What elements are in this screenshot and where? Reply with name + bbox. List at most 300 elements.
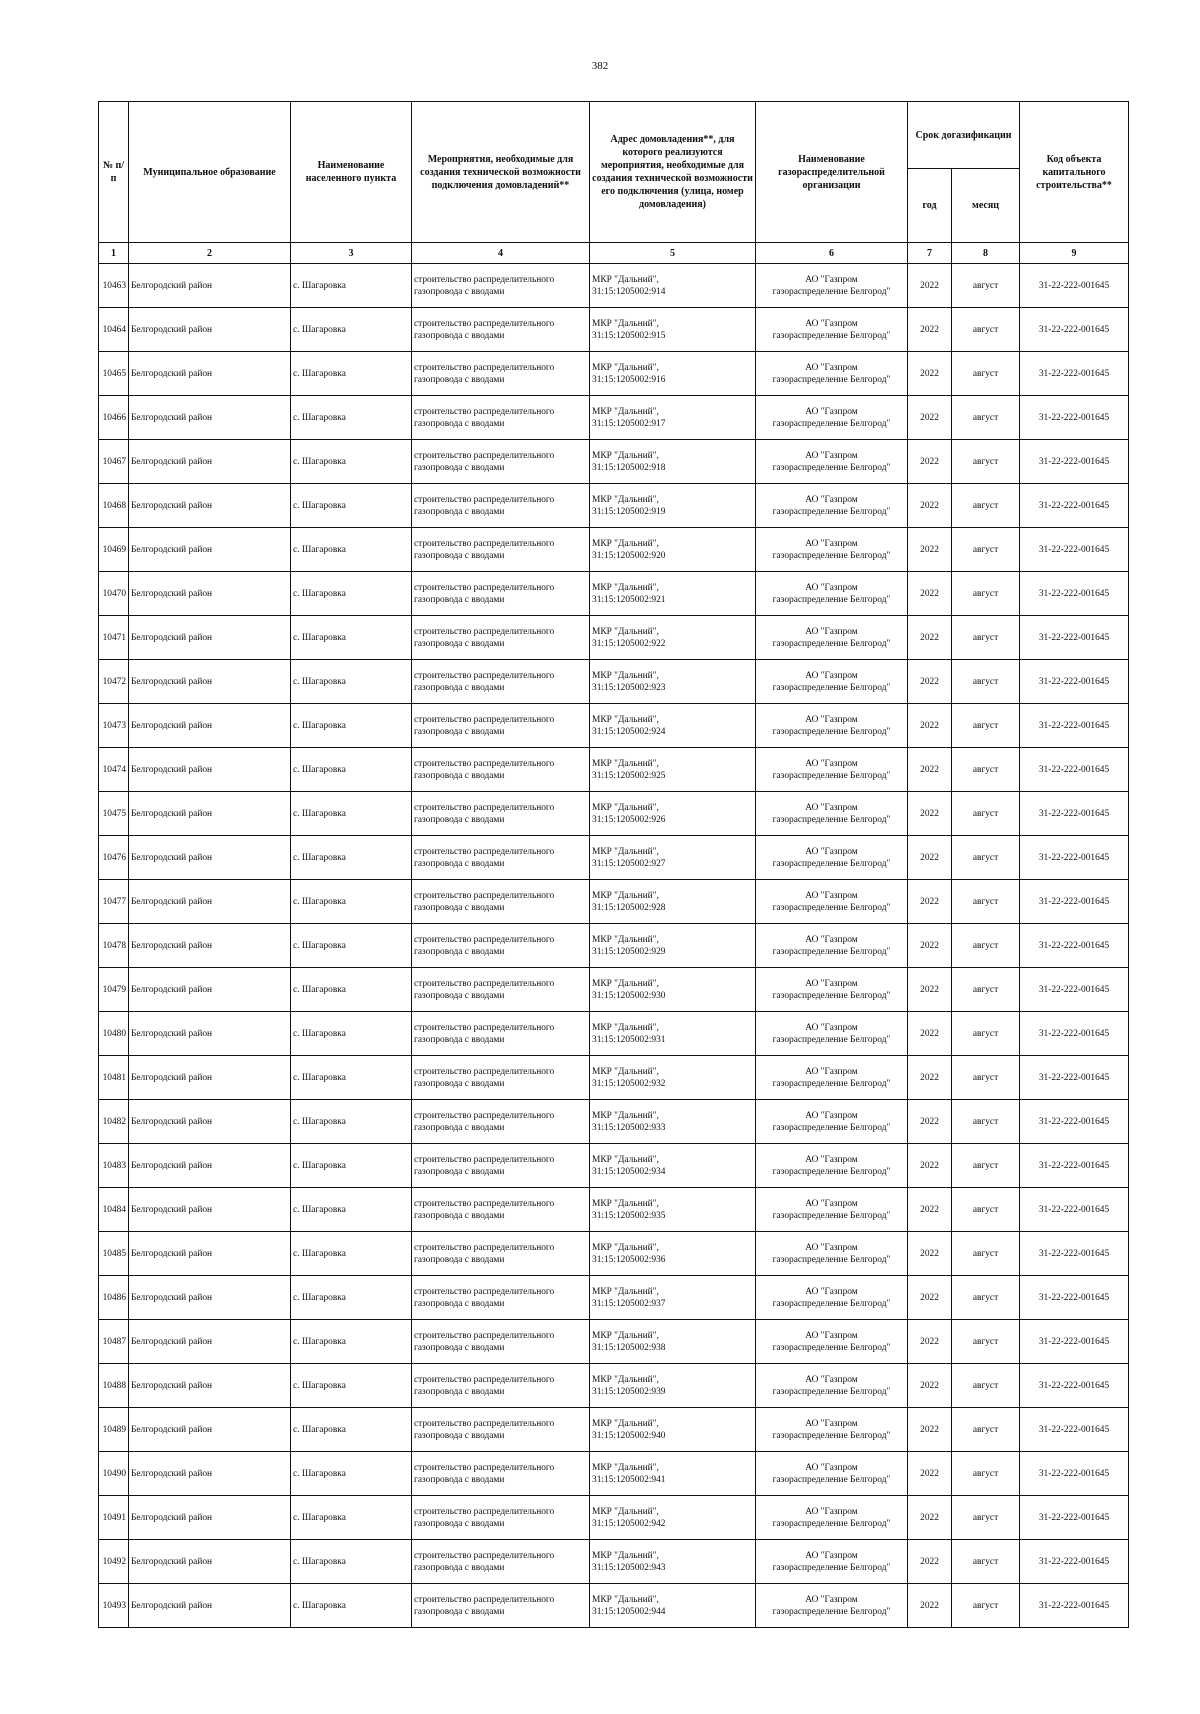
- organization-line-1: АО "Газпром: [805, 1022, 858, 1033]
- measures-line-1: строительство распределительного: [414, 802, 555, 813]
- organization-cell: [756, 440, 908, 484]
- measures-cell: [412, 440, 590, 484]
- organization-line-1: АО "Газпром: [805, 1374, 858, 1385]
- table-row: [99, 1056, 1129, 1100]
- municipality-cell: Белгородский район: [129, 968, 291, 1012]
- measures-cell: [412, 1232, 590, 1276]
- settlement-cell: с. Шагаровка: [291, 1144, 412, 1188]
- organization-line-1: АО "Газпром: [805, 538, 858, 549]
- measures-cell: [412, 308, 590, 352]
- address-line-1: МКР "Дальний",: [592, 1022, 659, 1033]
- row-number: 10491: [99, 1496, 129, 1540]
- month-cell: август: [952, 748, 1020, 792]
- measures-cell: [412, 1188, 590, 1232]
- row-number: 10484: [99, 1188, 129, 1232]
- organization-line-2: газораспределение Белгород": [772, 1034, 891, 1045]
- measures-line-2: газопровода с вводами: [414, 594, 505, 605]
- address-line-2: 31:15:1205002:915: [592, 330, 666, 341]
- measures-line-1: строительство распределительного: [414, 890, 555, 901]
- address-line-1: МКР "Дальний",: [592, 1110, 659, 1121]
- year-cell: 2022: [908, 792, 952, 836]
- address-line-2: 31:15:1205002:937: [592, 1298, 666, 1309]
- month-cell: август: [952, 440, 1020, 484]
- settlement-cell: с. Шагаровка: [291, 396, 412, 440]
- municipality-cell: Белгородский район: [129, 748, 291, 792]
- address-cell: [590, 1144, 756, 1188]
- year-cell: 2022: [908, 308, 952, 352]
- address-line-2: 31:15:1205002:930: [592, 990, 666, 1001]
- year-cell: 2022: [908, 1584, 952, 1628]
- settlement-cell: с. Шагаровка: [291, 1408, 412, 1452]
- measures-line-2: газопровода с вводами: [414, 1210, 505, 1221]
- organization-line-1: АО "Газпром: [805, 802, 858, 813]
- address-line-2: 31:15:1205002:925: [592, 770, 666, 781]
- organization-line-1: АО "Газпром: [805, 362, 858, 373]
- measures-line-1: строительство распределительного: [414, 1154, 555, 1165]
- organization-line-1: АО "Газпром: [805, 714, 858, 725]
- settlement-cell: с. Шагаровка: [291, 1012, 412, 1056]
- month-cell: август: [952, 836, 1020, 880]
- header-address: Адрес домовладения**, для которого реализуются мероприятия, необходимые для создания технической возможности его подключения (улица, номер домовладения): [590, 102, 756, 243]
- table-row: [99, 440, 1129, 484]
- address-line-1: МКР "Дальний",: [592, 1066, 659, 1077]
- organization-line-1: АО "Газпром: [805, 494, 858, 505]
- address-line-1: МКР "Дальний",: [592, 1506, 659, 1517]
- address-line-2: 31:15:1205002:916: [592, 374, 666, 385]
- address-line-1: МКР "Дальний",: [592, 1374, 659, 1385]
- organization-line-2: газораспределение Белгород": [772, 858, 891, 869]
- settlement-cell: с. Шагаровка: [291, 968, 412, 1012]
- address-line-1: МКР "Дальний",: [592, 362, 659, 373]
- table-row: [99, 1100, 1129, 1144]
- address-cell: [590, 1584, 756, 1628]
- address-line-2: 31:15:1205002:938: [592, 1342, 666, 1353]
- municipality-cell: Белгородский район: [129, 1584, 291, 1628]
- month-cell: август: [952, 1540, 1020, 1584]
- measures-line-1: строительство распределительного: [414, 670, 555, 681]
- measures-cell: [412, 792, 590, 836]
- measures-line-2: газопровода с вводами: [414, 990, 505, 1001]
- measures-cell: [412, 1540, 590, 1584]
- object-code-cell: 31-22-222-001645: [1020, 1320, 1129, 1364]
- address-cell: [590, 352, 756, 396]
- organization-line-2: газораспределение Белгород": [772, 462, 891, 473]
- table-row: [99, 308, 1129, 352]
- organization-line-2: газораспределение Белгород": [772, 946, 891, 957]
- year-cell: 2022: [908, 968, 952, 1012]
- organization-cell: [756, 1012, 908, 1056]
- month-cell: август: [952, 1408, 1020, 1452]
- address-line-2: 31:15:1205002:931: [592, 1034, 666, 1045]
- address-cell: [590, 1232, 756, 1276]
- object-code-cell: 31-22-222-001645: [1020, 572, 1129, 616]
- settlement-cell: с. Шагаровка: [291, 660, 412, 704]
- measures-line-1: строительство распределительного: [414, 494, 555, 505]
- organization-cell: [756, 792, 908, 836]
- table-row: [99, 880, 1129, 924]
- measures-cell: [412, 1584, 590, 1628]
- organization-cell: [756, 1584, 908, 1628]
- organization-line-1: АО "Газпром: [805, 626, 858, 637]
- municipality-cell: Белгородский район: [129, 1320, 291, 1364]
- row-number: 10475: [99, 792, 129, 836]
- object-code-cell: 31-22-222-001645: [1020, 968, 1129, 1012]
- organization-line-2: газораспределение Белгород": [772, 374, 891, 385]
- table-row: [99, 660, 1129, 704]
- organization-line-2: газораспределение Белгород": [772, 1254, 891, 1265]
- row-number: 10488: [99, 1364, 129, 1408]
- organization-cell: [756, 1188, 908, 1232]
- row-number: 10466: [99, 396, 129, 440]
- table-row: [99, 748, 1129, 792]
- address-cell: [590, 836, 756, 880]
- measures-line-2: газопровода с вводами: [414, 418, 505, 429]
- municipality-cell: Белгородский район: [129, 484, 291, 528]
- settlement-cell: с. Шагаровка: [291, 616, 412, 660]
- object-code-cell: 31-22-222-001645: [1020, 1188, 1129, 1232]
- address-line-1: МКР "Дальний",: [592, 1550, 659, 1561]
- measures-line-2: газопровода с вводами: [414, 1298, 505, 1309]
- row-number: 10490: [99, 1452, 129, 1496]
- address-cell: [590, 572, 756, 616]
- row-number: 10481: [99, 1056, 129, 1100]
- municipality-cell: Белгородский район: [129, 1056, 291, 1100]
- table-row: [99, 572, 1129, 616]
- address-line-2: 31:15:1205002:926: [592, 814, 666, 825]
- measures-line-1: строительство распределительного: [414, 1022, 555, 1033]
- organization-cell: [756, 1408, 908, 1452]
- table-row: [99, 1012, 1129, 1056]
- month-cell: август: [952, 1452, 1020, 1496]
- address-line-2: 31:15:1205002:918: [592, 462, 666, 473]
- settlement-cell: с. Шагаровка: [291, 704, 412, 748]
- column-number: 5: [590, 243, 756, 264]
- address-line-1: МКР "Дальний",: [592, 1330, 659, 1341]
- address-line-2: 31:15:1205002:932: [592, 1078, 666, 1089]
- organization-cell: [756, 1320, 908, 1364]
- municipality-cell: Белгородский район: [129, 1188, 291, 1232]
- measures-line-1: строительство распределительного: [414, 1330, 555, 1341]
- row-number: 10483: [99, 1144, 129, 1188]
- year-cell: 2022: [908, 836, 952, 880]
- measures-cell: [412, 1056, 590, 1100]
- settlement-cell: с. Шагаровка: [291, 572, 412, 616]
- settlement-cell: с. Шагаровка: [291, 748, 412, 792]
- organization-line-1: АО "Газпром: [805, 1198, 858, 1209]
- municipality-cell: Белгородский район: [129, 308, 291, 352]
- address-line-2: 31:15:1205002:920: [592, 550, 666, 561]
- table-row: [99, 792, 1129, 836]
- object-code-cell: 31-22-222-001645: [1020, 836, 1129, 880]
- municipality-cell: Белгородский район: [129, 1540, 291, 1584]
- address-cell: [590, 1100, 756, 1144]
- organization-cell: [756, 1496, 908, 1540]
- settlement-cell: с. Шагаровка: [291, 1232, 412, 1276]
- table-row: [99, 1144, 1129, 1188]
- municipality-cell: Белгородский район: [129, 1452, 291, 1496]
- organization-cell: [756, 572, 908, 616]
- row-number: 10476: [99, 836, 129, 880]
- address-cell: [590, 396, 756, 440]
- measures-line-1: строительство распределительного: [414, 1550, 555, 1561]
- address-cell: [590, 1452, 756, 1496]
- address-line-1: МКР "Дальний",: [592, 1594, 659, 1605]
- measures-line-1: строительство распределительного: [414, 362, 555, 373]
- month-cell: август: [952, 1100, 1020, 1144]
- organization-line-2: газораспределение Белгород": [772, 726, 891, 737]
- address-line-1: МКР "Дальний",: [592, 802, 659, 813]
- settlement-cell: с. Шагаровка: [291, 880, 412, 924]
- measures-line-2: газопровода с вводами: [414, 330, 505, 341]
- organization-cell: [756, 1452, 908, 1496]
- table-row: [99, 1276, 1129, 1320]
- organization-cell: [756, 836, 908, 880]
- measures-line-2: газопровода с вводами: [414, 374, 505, 385]
- organization-line-1: АО "Газпром: [805, 758, 858, 769]
- year-cell: 2022: [908, 1408, 952, 1452]
- object-code-cell: 31-22-222-001645: [1020, 1452, 1129, 1496]
- address-line-1: МКР "Дальний",: [592, 450, 659, 461]
- address-line-1: МКР "Дальний",: [592, 1198, 659, 1209]
- table-row: [99, 484, 1129, 528]
- month-cell: август: [952, 352, 1020, 396]
- measures-line-1: строительство распределительного: [414, 1286, 555, 1297]
- address-line-2: 31:15:1205002:917: [592, 418, 666, 429]
- address-line-1: МКР "Дальний",: [592, 890, 659, 901]
- address-line-2: 31:15:1205002:914: [592, 286, 666, 297]
- organization-line-1: АО "Газпром: [805, 670, 858, 681]
- address-line-2: 31:15:1205002:923: [592, 682, 666, 693]
- settlement-cell: с. Шагаровка: [291, 1540, 412, 1584]
- organization-line-2: газораспределение Белгород": [772, 550, 891, 561]
- measures-line-2: газопровода с вводами: [414, 1430, 505, 1441]
- month-cell: август: [952, 484, 1020, 528]
- measures-line-2: газопровода с вводами: [414, 550, 505, 561]
- measures-line-1: строительство распределительного: [414, 318, 555, 329]
- address-cell: [590, 880, 756, 924]
- address-line-2: 31:15:1205002:943: [592, 1562, 666, 1573]
- municipality-cell: Белгородский район: [129, 1144, 291, 1188]
- year-cell: 2022: [908, 1100, 952, 1144]
- row-number: 10463: [99, 264, 129, 308]
- organization-line-2: газораспределение Белгород": [772, 286, 891, 297]
- measures-line-1: строительство распределительного: [414, 1462, 555, 1473]
- year-cell: 2022: [908, 1012, 952, 1056]
- row-number: 10468: [99, 484, 129, 528]
- organization-line-1: АО "Газпром: [805, 978, 858, 989]
- month-cell: август: [952, 1496, 1020, 1540]
- year-cell: 2022: [908, 440, 952, 484]
- organization-line-1: АО "Газпром: [805, 406, 858, 417]
- year-cell: 2022: [908, 1188, 952, 1232]
- settlement-cell: с. Шагаровка: [291, 308, 412, 352]
- table-header-row: [99, 102, 1129, 169]
- measures-line-2: газопровода с вводами: [414, 1562, 505, 1573]
- organization-cell: [756, 484, 908, 528]
- organization-cell: [756, 968, 908, 1012]
- municipality-cell: Белгородский район: [129, 1100, 291, 1144]
- measures-line-1: строительство распределительного: [414, 538, 555, 549]
- measures-line-2: газопровода с вводами: [414, 902, 505, 913]
- measures-cell: [412, 1408, 590, 1452]
- measures-cell: [412, 924, 590, 968]
- measures-cell: [412, 704, 590, 748]
- organization-line-2: газораспределение Белгород": [772, 990, 891, 1001]
- table-row: [99, 968, 1129, 1012]
- municipality-cell: Белгородский район: [129, 1232, 291, 1276]
- organization-cell: [756, 1540, 908, 1584]
- address-line-2: 31:15:1205002:927: [592, 858, 666, 869]
- measures-line-1: строительство распределительного: [414, 934, 555, 945]
- object-code-cell: 31-22-222-001645: [1020, 1540, 1129, 1584]
- address-line-2: 31:15:1205002:929: [592, 946, 666, 957]
- address-line-2: 31:15:1205002:933: [592, 1122, 666, 1133]
- object-code-cell: 31-22-222-001645: [1020, 1232, 1129, 1276]
- measures-line-2: газопровода с вводами: [414, 814, 505, 825]
- address-line-2: 31:15:1205002:944: [592, 1606, 666, 1617]
- address-line-2: 31:15:1205002:936: [592, 1254, 666, 1265]
- municipality-cell: Белгородский район: [129, 792, 291, 836]
- municipality-cell: Белгородский район: [129, 396, 291, 440]
- organization-cell: [756, 1100, 908, 1144]
- address-line-2: 31:15:1205002:935: [592, 1210, 666, 1221]
- municipality-cell: Белгородский район: [129, 528, 291, 572]
- organization-cell: [756, 528, 908, 572]
- address-cell: [590, 264, 756, 308]
- measures-line-2: газопровода с вводами: [414, 682, 505, 693]
- object-code-cell: 31-22-222-001645: [1020, 1276, 1129, 1320]
- organization-line-2: газораспределение Белгород": [772, 1474, 891, 1485]
- address-cell: [590, 616, 756, 660]
- measures-line-2: газопровода с вводами: [414, 286, 505, 297]
- address-cell: [590, 440, 756, 484]
- measures-cell: [412, 968, 590, 1012]
- organization-line-1: АО "Газпром: [805, 1242, 858, 1253]
- month-cell: август: [952, 704, 1020, 748]
- measures-line-2: газопровода с вводами: [414, 1518, 505, 1529]
- row-number: 10493: [99, 1584, 129, 1628]
- address-cell: [590, 924, 756, 968]
- settlement-cell: с. Шагаровка: [291, 1276, 412, 1320]
- measures-line-1: строительство распределительного: [414, 758, 555, 769]
- address-cell: [590, 1364, 756, 1408]
- measures-line-1: строительство распределительного: [414, 714, 555, 725]
- organization-cell: [756, 1144, 908, 1188]
- measures-line-1: строительство распределительного: [414, 1418, 555, 1429]
- year-cell: 2022: [908, 572, 952, 616]
- year-cell: 2022: [908, 352, 952, 396]
- organization-cell: [756, 396, 908, 440]
- settlement-cell: с. Шагаровка: [291, 484, 412, 528]
- measures-line-2: газопровода с вводами: [414, 858, 505, 869]
- column-number: 4: [412, 243, 590, 264]
- column-number: 8: [952, 243, 1020, 264]
- organization-line-2: газораспределение Белгород": [772, 770, 891, 781]
- measures-line-2: газопровода с вводами: [414, 726, 505, 737]
- measures-line-1: строительство распределительного: [414, 1066, 555, 1077]
- row-number: 10479: [99, 968, 129, 1012]
- address-line-2: 31:15:1205002:941: [592, 1474, 666, 1485]
- organization-cell: [756, 704, 908, 748]
- organization-cell: [756, 264, 908, 308]
- organization-line-2: газораспределение Белгород": [772, 1430, 891, 1441]
- table-row: [99, 1540, 1129, 1584]
- address-line-1: МКР "Дальний",: [592, 978, 659, 989]
- settlement-cell: с. Шагаровка: [291, 1584, 412, 1628]
- row-number: 10469: [99, 528, 129, 572]
- address-cell: [590, 1496, 756, 1540]
- municipality-cell: Белгородский район: [129, 924, 291, 968]
- column-number: 9: [1020, 243, 1129, 264]
- year-cell: 2022: [908, 704, 952, 748]
- address-line-1: МКР "Дальний",: [592, 714, 659, 725]
- month-cell: август: [952, 924, 1020, 968]
- organization-cell: [756, 616, 908, 660]
- month-cell: август: [952, 1584, 1020, 1628]
- row-number: 10467: [99, 440, 129, 484]
- measures-cell: [412, 616, 590, 660]
- address-line-1: МКР "Дальний",: [592, 494, 659, 505]
- address-line-1: МКР "Дальний",: [592, 846, 659, 857]
- table-row: [99, 396, 1129, 440]
- organization-line-2: газораспределение Белгород": [772, 330, 891, 341]
- row-number: 10480: [99, 1012, 129, 1056]
- row-number: 10477: [99, 880, 129, 924]
- year-cell: 2022: [908, 484, 952, 528]
- address-cell: [590, 1408, 756, 1452]
- row-number: 10470: [99, 572, 129, 616]
- municipality-cell: Белгородский район: [129, 616, 291, 660]
- month-cell: август: [952, 1144, 1020, 1188]
- year-cell: 2022: [908, 1364, 952, 1408]
- table-row: [99, 704, 1129, 748]
- month-cell: август: [952, 1232, 1020, 1276]
- organization-cell: [756, 660, 908, 704]
- row-number: 10486: [99, 1276, 129, 1320]
- table-row: [99, 1496, 1129, 1540]
- address-line-2: 31:15:1205002:940: [592, 1430, 666, 1441]
- column-number-row: [99, 243, 1129, 264]
- table-row: [99, 1364, 1129, 1408]
- address-line-2: 31:15:1205002:942: [592, 1518, 666, 1529]
- measures-line-2: газопровода с вводами: [414, 1166, 505, 1177]
- measures-line-1: строительство распределительного: [414, 1374, 555, 1385]
- measures-line-1: строительство распределительного: [414, 274, 555, 285]
- address-cell: [590, 1012, 756, 1056]
- row-number: 10485: [99, 1232, 129, 1276]
- organization-line-1: АО "Газпром: [805, 582, 858, 593]
- measures-cell: [412, 1364, 590, 1408]
- month-cell: август: [952, 968, 1020, 1012]
- table-row: [99, 1188, 1129, 1232]
- column-number: 3: [291, 243, 412, 264]
- address-cell: [590, 484, 756, 528]
- table-body: [99, 264, 1129, 1628]
- municipality-cell: Белгородский район: [129, 704, 291, 748]
- address-cell: [590, 704, 756, 748]
- row-number: 10474: [99, 748, 129, 792]
- municipality-cell: Белгородский район: [129, 264, 291, 308]
- address-line-2: 31:15:1205002:928: [592, 902, 666, 913]
- month-cell: август: [952, 1320, 1020, 1364]
- measures-line-1: строительство распределительного: [414, 582, 555, 593]
- measures-cell: [412, 396, 590, 440]
- object-code-cell: 31-22-222-001645: [1020, 1496, 1129, 1540]
- organization-line-1: АО "Газпром: [805, 450, 858, 461]
- year-cell: 2022: [908, 1496, 952, 1540]
- year-cell: 2022: [908, 748, 952, 792]
- address-cell: [590, 1540, 756, 1584]
